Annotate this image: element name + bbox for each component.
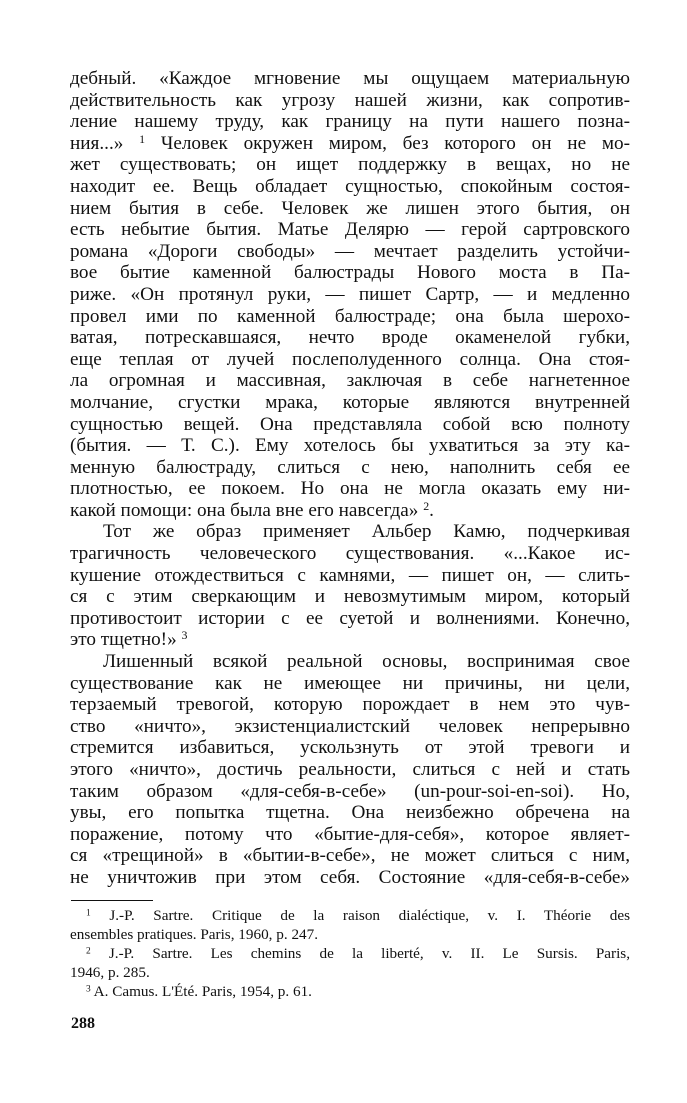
text-line: (бытия. — Т. С.). Ему хотелось бы ухватиться за эту ка-: [70, 435, 630, 457]
text-line: терзаемый тревогой, которую порождает в нем это чув-: [70, 694, 630, 716]
footnote-marker: 2: [423, 498, 430, 513]
text-line: нием бытия в себе. Человек же лишен этого бытия, он: [70, 197, 630, 219]
footnote-line: ensembles pratiques. Paris, 1960, p. 247.: [70, 926, 319, 943]
text-line: не уничтожив при этом себя. Состояние «для-себя-в-себе»: [70, 866, 630, 888]
text-line: дебный. «Каждое мгновение мы ощущаем материальную: [70, 68, 630, 89]
footnotes: [70, 906, 630, 1001]
text-line: вое бытие каменной балюстрады Нового моста в Па-: [70, 262, 630, 284]
footnote-divider: [71, 900, 153, 901]
text-line: менную балюстраду, слиться с нею, наполнить себя ее: [70, 456, 630, 478]
text-line: молчание, сгустки мрака, которые являются внутренней: [70, 391, 630, 413]
text-line: поражение, потому что «бытие-для-себя», которое являет-: [70, 823, 630, 845]
text-line: кушение отождествиться с камнями, — пишет он, — слить-: [70, 564, 630, 586]
footnote-line: $^2$ J.-P. Sartre. Les chemins de la liberté, v. II. Le Sursis. Paris,: [86, 945, 630, 962]
text-line: еще теплая от лучей послеполуденного солнца. Она стоя-: [70, 348, 630, 370]
text-line: плотностью, ее покоем. Но она не могла оказать ему ни-: [70, 478, 630, 500]
text-line: ся «трещиной» в «бытии-в-себе», не может слиться с ним,: [70, 845, 630, 867]
text-line: ватая, потрескавшаяся, нечто вроде окаменелой губки,: [70, 327, 630, 349]
text-line: ся с этим сверкающим и невозмутимым миром, который: [70, 586, 630, 608]
footnote-marker: 3: [181, 628, 188, 643]
main-text: [70, 68, 630, 889]
text-line: провел ими по каменной балюстраде; она была шерохо-: [70, 305, 630, 327]
text-line: находит ее. Вещь обладает сущностью, спокойным состоя-: [70, 175, 630, 197]
footnote-marker: 2: [86, 946, 91, 957]
page-number: 288: [71, 1015, 95, 1032]
text-line: ла огромная и массивная, заключая в себе нагнетенное: [70, 370, 630, 392]
text-line: противостоит истории с ее суетой и волнениями. Конечно,: [70, 607, 630, 629]
text-line: этого «ничто», достичь реальности, слиться с ней и стать: [70, 759, 630, 780]
text-line: стремится избавиться, ускользнуть от этой тревоги и: [70, 737, 630, 759]
text-line: увы, его попытка тщетна. Она неизбежно обречена на: [70, 802, 630, 824]
text-line: ния...» $^1$ Человек окружен миром, без которого он не мо-: [70, 131, 630, 154]
text-line: это тщетно!» $^3$: [70, 628, 188, 651]
text-line: Тот же образ применяет Альбер Камю, подчеркивая: [103, 521, 630, 543]
footnote-marker: 3: [86, 984, 91, 995]
text-line: трагичность человеческого существования. «...Какое ис-: [70, 543, 630, 565]
text-line: какой помощи: она была вне его навсегда» $^2$.: [70, 498, 434, 521]
footnote-marker: 1: [86, 908, 91, 919]
text-line: риже. «Он протянул руки, — пишет Сартр, — и медленно: [70, 283, 630, 305]
text-line: существование как не имеющее ни причины, ни цели,: [70, 672, 630, 694]
text-line: сущностью вещей. Она представляла собой всю полноту: [70, 413, 630, 435]
footnote-marker: 1: [139, 131, 146, 146]
text-line: действительность как угрозу нашей жизни, как сопротив-: [70, 89, 630, 111]
footnote-line: $^1$ J.-P. Sartre. Critique de la raison dialéctique, v. I. Théorie des: [86, 907, 630, 924]
text-line: ство «ничто», экзистенциалистский человек непрерывно: [70, 715, 630, 737]
text-line: ление нашему труду, как границу на пути нашего позна-: [70, 111, 630, 133]
text-line: жет существовать; он ищет поддержку в вещах, но не: [70, 154, 630, 176]
footnote-line: $^3$ A. Camus. L'Été. Paris, 1954, p. 61.: [86, 983, 312, 1000]
text-line: романа «Дороги свободы» — мечтает разделить устойчи-: [70, 240, 630, 262]
text-line: таким образом «для-себя-в-себе» (un-pour-soi-en-soi). Но,: [70, 780, 630, 802]
text-line: Лишенный всякой реальной основы, воспринимая свое: [103, 651, 630, 673]
footnote-line: 1946, p. 285.: [70, 964, 150, 981]
text-line: есть небытие бытия. Матье Делярю — герой сартровского: [70, 219, 630, 241]
